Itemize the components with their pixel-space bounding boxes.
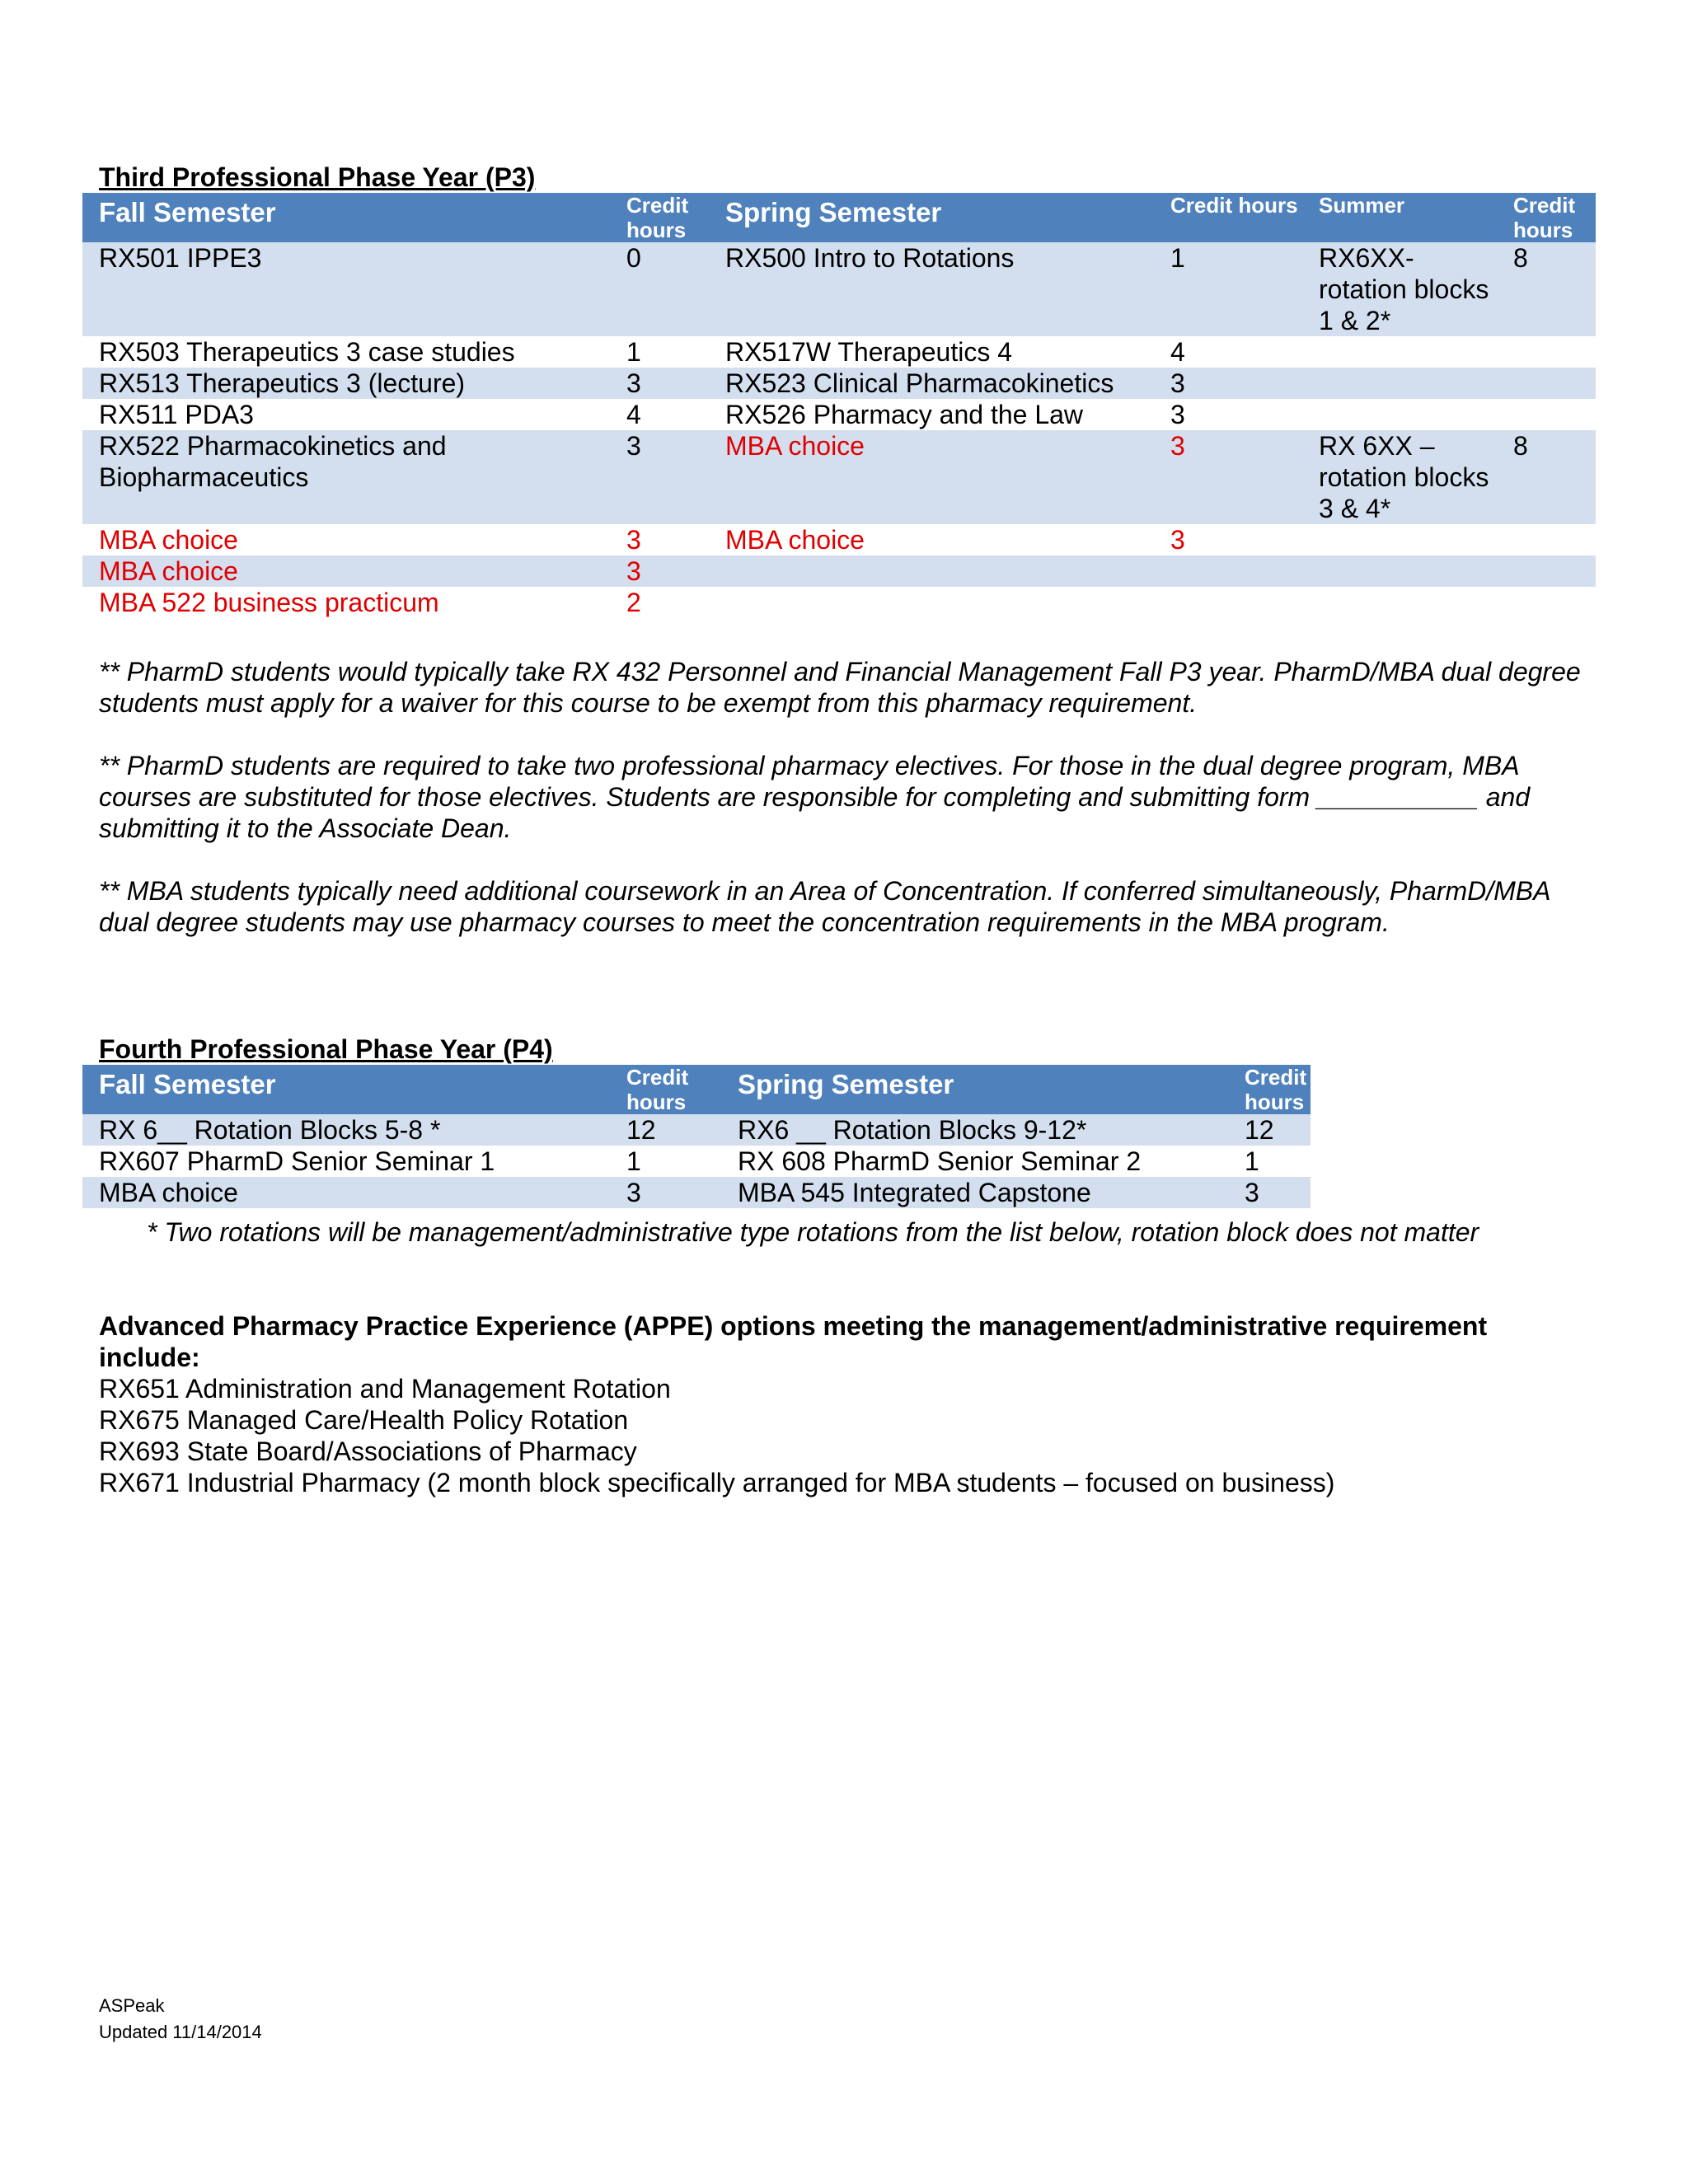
p3-header-spring-credit: Credit hours [1154,193,1302,242]
p3-fall-course: RX511 PDA3 [99,400,254,429]
p3-summer-course [1302,555,1497,587]
footer-updated: Updated 11/14/2014 [99,2022,262,2042]
table-row [82,1177,1311,1208]
p4-header-row [82,1065,1311,1114]
p3-fall-course: MBA choice [82,555,610,587]
p4-header-spring: Spring Semester [721,1065,1228,1114]
table-row [82,430,1596,524]
p3-spring-course [709,587,1154,618]
p3-spring-credit: 4 [1170,337,1185,367]
p3-header-fall: Fall Semester [82,193,610,242]
p3-summer-course [1302,336,1497,368]
p3-header-row [82,193,1596,242]
p3-fall-credit: 3 [626,525,641,555]
p3-header-spring: Spring Semester [709,193,1154,242]
table-row [82,524,1596,555]
p4-fall-course: RX 6__ Rotation Blocks 5-8 * [82,1114,610,1146]
p3-fall-credit: 4 [626,400,641,429]
p3-fall-course: RX522 Pharmacokinetics and Biopharmaceutics [82,430,610,524]
p3-fall-credit: 1 [626,337,641,367]
p4-spring-credit: 12 [1228,1114,1311,1146]
note-concentration: ** MBA students typically need additional coursework in an Area of Concentration. If conferred simultaneously, PharmD/MBA dual degree students may use pharmacy courses to meet the concentration requirements in the MBA program. [99,876,1550,937]
p4-fall-course: MBA choice [82,1177,610,1208]
p3-spring-credit: 3 [1170,525,1185,555]
table-row [82,399,1596,430]
p3-spring-credit: 3 [1170,400,1185,429]
p3-summer-credit: 8 [1497,430,1596,524]
p3-summer-credit [1497,587,1596,618]
appe-section [99,1310,1582,1498]
table-row [82,555,1596,587]
table-row [82,587,1596,618]
p4-spring-credit: 1 [1245,1146,1259,1176]
list-item: RX675 Managed Care/Health Policy Rotation [99,1405,629,1435]
appe-heading: Advanced Pharmacy Practice Experience (APPE) options meeting the management/administrative requirement include: [99,1311,1488,1372]
p4-header-spring-credit: Credit hours [1228,1065,1311,1114]
p3-spring-credit: 1 [1154,242,1302,336]
p3-spring-course [709,555,1154,587]
p3-fall-course: RX501 IPPE3 [82,242,610,336]
p3-header-summer-credit: Credit hours [1497,193,1596,242]
p4-fall-credit: 1 [626,1146,641,1176]
p3-fall-credit: 3 [610,555,709,587]
p3-summer-credit [1497,336,1596,368]
p3-summer-credit [1497,555,1596,587]
p3-spring-course: RX523 Clinical Pharmacokinetics [709,368,1154,399]
p3-spring-credit: 3 [1154,368,1302,399]
p4-footnote: * Two rotations will be management/administrative type rotations from the list below, rotation block does not matter [147,1217,1479,1247]
p4-fall-course: RX607 PharmD Senior Seminar 1 [99,1146,495,1176]
p3-spring-course: RX526 Pharmacy and the Law [725,400,1084,429]
p3-summer-course: RX 6XX – rotation blocks 3 & 4* [1302,430,1497,524]
p3-spring-course: RX517W Therapeutics 4 [725,337,1013,367]
page-footer [99,1993,262,2046]
p3-header-fall-credit: Credit hours [610,193,709,242]
table-row [82,1146,1311,1177]
p3-fall-credit: 0 [610,242,709,336]
p3-summer-course [1302,399,1497,430]
p3-summer-credit [1497,368,1596,399]
footer-author: ASPeak [99,1995,165,2016]
list-item: RX693 State Board/Associations of Pharmacy [99,1436,637,1466]
p4-title: Fourth Professional Phase Year (P4) [99,1034,553,1064]
p4-header-fall: Fall Semester [82,1065,610,1114]
p3-summer-course [1302,524,1497,555]
p4-spring-course: MBA 545 Integrated Capstone [721,1177,1228,1208]
p3-fall-credit: 3 [610,430,709,524]
p4-spring-course: RX 608 PharmD Senior Seminar 2 [738,1146,1142,1176]
p4-spring-course: RX6 __ Rotation Blocks 9-12* [721,1114,1228,1146]
p3-header-summer: Summer [1302,193,1497,242]
p3-fall-credit: 2 [626,588,641,617]
note-rx432-waiver: ** PharmD students would typically take RX 432 Personnel and Financial Management Fall P3 year. PharmD/MBA dual degree students must apply for a waiver for this course to be exempt from this pharmacy requirement. [99,657,1581,718]
p4-header-fall-credit: Credit hours [610,1065,721,1114]
p3-summer-credit [1497,399,1596,430]
p3-spring-credit [1154,587,1302,618]
p3-summer-course [1302,587,1497,618]
p4-fall-credit: 3 [610,1177,721,1208]
table-row [82,242,1596,336]
p3-fall-course: RX513 Therapeutics 3 (lecture) [82,368,610,399]
p3-spring-course: MBA choice [709,430,1154,524]
p3-summer-course [1302,368,1497,399]
p4-spring-credit: 3 [1228,1177,1311,1208]
list-item: RX671 Industrial Pharmacy (2 month block specifically arranged for MBA students – focused on business) [99,1468,1335,1497]
p3-spring-credit [1154,555,1302,587]
p3-spring-credit: 3 [1154,430,1302,524]
note-electives: ** PharmD students are required to take two professional pharmacy electives. For those in the dual degree program, MBA courses are substituted for those electives. Students are responsible for completing and submitting form ___________ and submitting it to the Associate Dean. [99,751,1531,843]
table-row [82,1114,1311,1146]
p4-fall-credit: 12 [610,1114,721,1146]
p3-spring-course: MBA choice [725,525,865,555]
p3-fall-course: MBA choice [99,525,238,555]
p3-fall-credit: 3 [610,368,709,399]
p3-fall-course: RX503 Therapeutics 3 case studies [99,337,515,367]
p3-summer-credit: 8 [1497,242,1596,336]
p3-table [82,193,1596,618]
list-item: RX651 Administration and Management Rotation [99,1374,671,1404]
table-row [82,368,1596,399]
p3-summer-course: RX6XX- rotation blocks 1 & 2* [1302,242,1497,336]
table-row [82,336,1596,368]
p3-title: Third Professional Phase Year (P3) [99,162,536,192]
p3-fall-course: MBA 522 business practicum [99,588,439,617]
p3-spring-course: RX500 Intro to Rotations [709,242,1154,336]
p4-table [82,1065,1311,1208]
p3-summer-credit [1497,524,1596,555]
notes-section [99,656,1582,969]
